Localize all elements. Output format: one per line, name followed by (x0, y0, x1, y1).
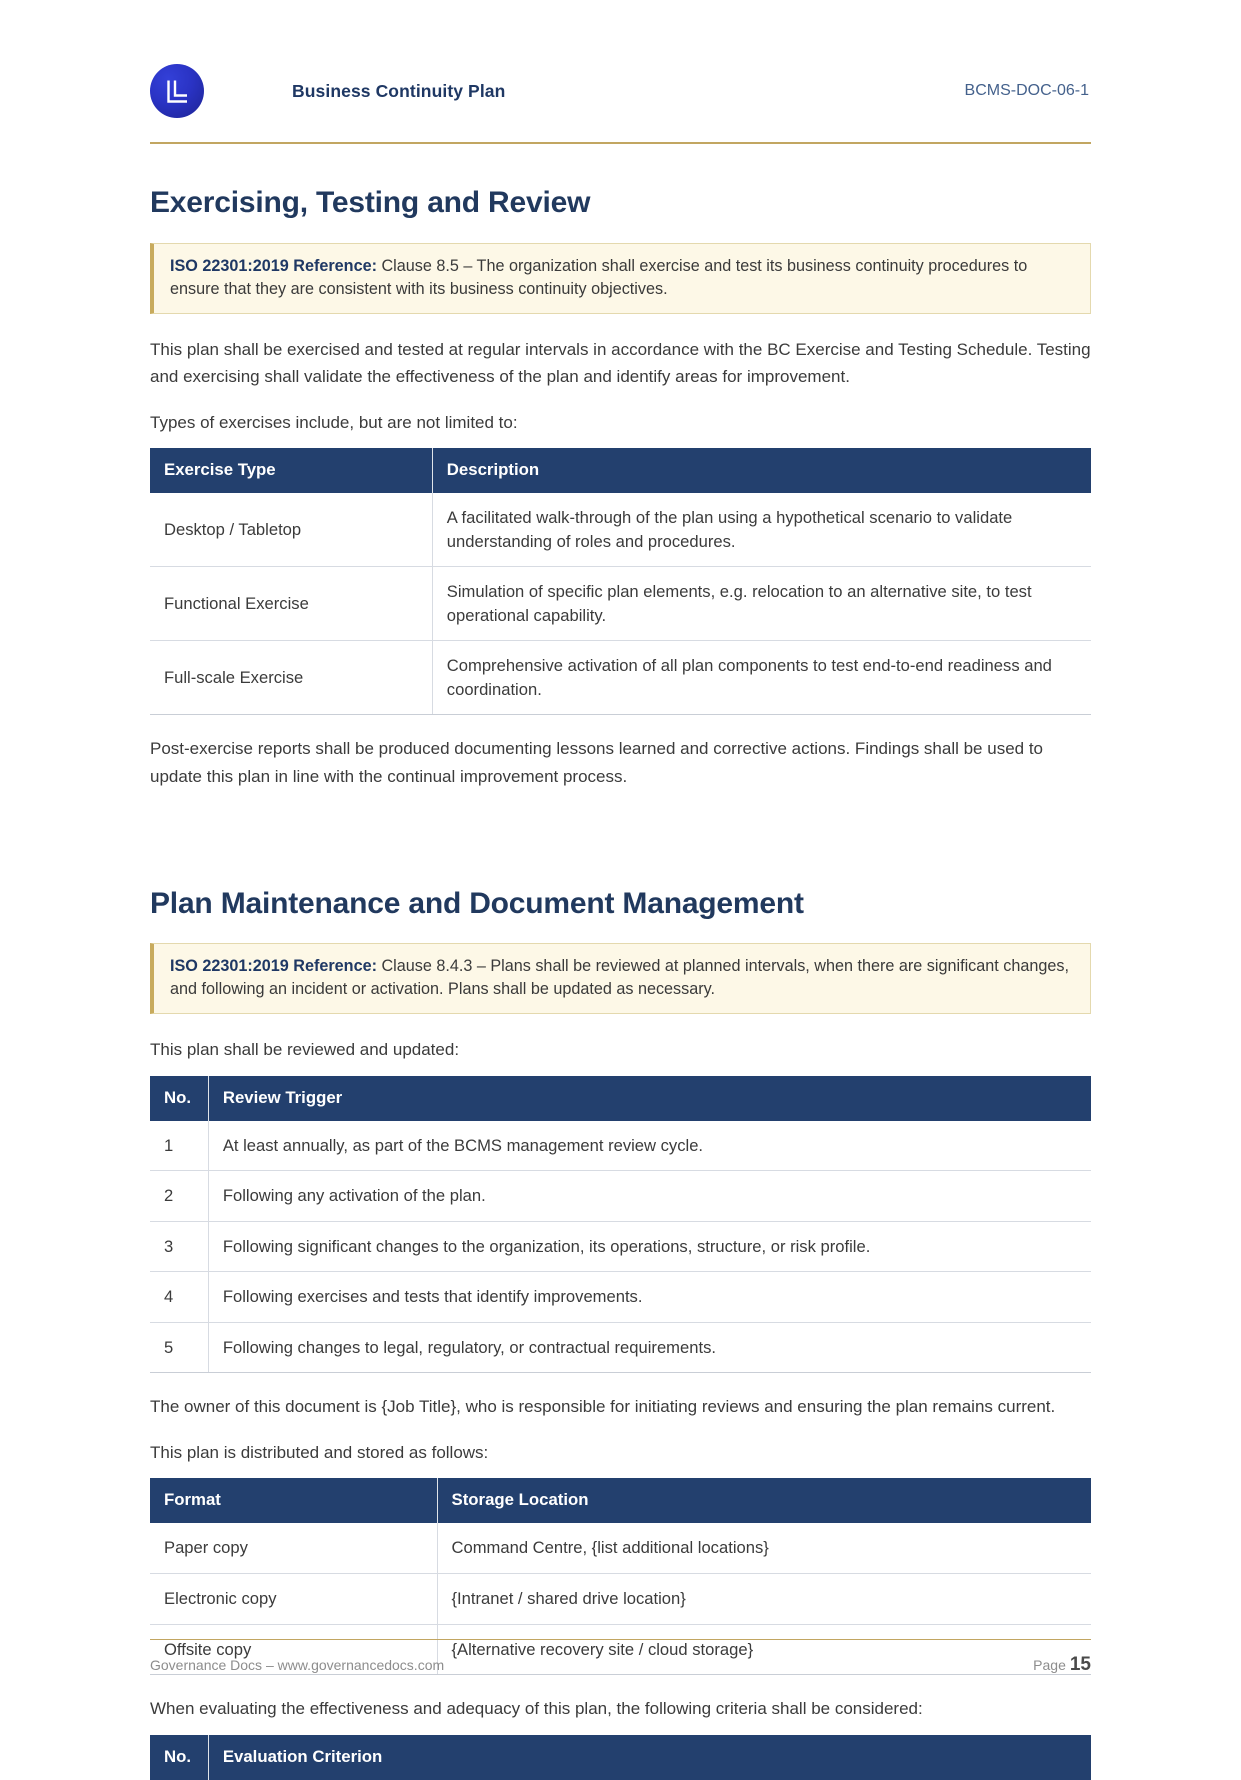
paragraph-exercise-types-lead: Types of exercises include, but are not limited to: (150, 412, 518, 432)
iso-reference-box-2 (150, 943, 1091, 1014)
table-header-row (150, 1478, 1091, 1523)
page-header (150, 52, 1091, 144)
cell-format: Offsite copy (150, 1624, 437, 1675)
cell-no: 4 (150, 1272, 208, 1323)
cell-review-trigger: Following exercises and tests that identify improvements. (208, 1272, 1091, 1323)
paragraph-post-exercise: Post-exercise reports shall be produced documenting lessons learned and corrective actions. Findings shall be used to update this plan in line with the continual improvement process. (150, 739, 1043, 786)
section-heading-plan-maintenance: Plan Maintenance and Document Management (150, 886, 804, 920)
header-document-id: BCMS-DOC-06-1 (964, 82, 1089, 99)
column-header-evaluation-criterion: Evaluation Criterion (208, 1735, 1091, 1780)
cell-storage-location: {Intranet / shared drive location} (437, 1573, 1091, 1624)
table-row (150, 567, 1091, 641)
cell-storage-location: Command Centre, {list additional locations} (437, 1523, 1091, 1573)
header-row (150, 52, 1091, 130)
column-header-format: Format (150, 1478, 437, 1523)
nested-l-logo-icon (150, 64, 204, 118)
paragraph-exercise-intro: This plan shall be exercised and tested at regular intervals in accordance with the BC Exercise and Testing Schedule. Testing and exercising shall validate the effectiveness of the plan and identify areas for improvement. (150, 339, 1091, 387)
iso-reference-text-1: Clause 8.5 – The organization shall exercise and test its business continuity procedures to ensure that they are consistent with its business continuity objectives. (170, 256, 1028, 298)
table-row (150, 1322, 1091, 1373)
footer-page-indicator (1033, 1654, 1091, 1676)
cell-format: Electronic copy (150, 1573, 437, 1624)
document-content (150, 172, 1091, 1780)
paragraph-distribution-lead: This plan is distributed and stored as follows: (150, 1442, 489, 1462)
cell-exercise-type: Full-scale Exercise (150, 641, 432, 715)
iso-reference-text-2: Clause 8.4.3 – Plans shall be reviewed at planned intervals, when there are significant changes, and following an incident or activation. Plans shall be updated as necessary. (170, 957, 1069, 999)
column-header-no: No. (150, 1076, 208, 1121)
paragraph-review-lead: This plan shall be reviewed and updated: (150, 1040, 460, 1060)
table-row (150, 641, 1091, 715)
table-row (150, 493, 1091, 567)
page-footer (150, 1639, 1091, 1676)
cell-description: A facilitated walk-through of the plan using a hypothetical scenario to validate understanding of roles and procedures. (432, 493, 1091, 567)
footer-page-label: Page (1033, 1657, 1066, 1673)
exercise-type-table (150, 448, 1091, 715)
cell-review-trigger: Following changes to legal, regulatory, or contractual requirements. (208, 1322, 1091, 1373)
paragraph-evaluation-lead: When evaluating the effectiveness and adequacy of this plan, the following criteria shall be considered: (150, 1699, 923, 1719)
iso-reference-label-1: ISO 22301:2019 Reference: (170, 256, 377, 275)
cell-format: Paper copy (150, 1523, 437, 1573)
table-row (150, 1221, 1091, 1272)
column-header-exercise-type: Exercise Type (150, 448, 432, 493)
table-row (150, 1573, 1091, 1624)
section-heading-exercising: Exercising, Testing and Review (150, 186, 591, 219)
header-document-title: Business Continuity Plan (292, 80, 506, 101)
cell-description: Comprehensive activation of all plan components to test end-to-end readiness and coordination. (432, 641, 1091, 715)
review-trigger-table (150, 1076, 1091, 1374)
footer-organisation: Governance Docs – www.governancedocs.com (150, 1657, 445, 1673)
iso-reference-label-2: ISO 22301:2019 Reference: (170, 957, 377, 976)
cell-storage-location: {Alternative recovery site / cloud storage} (437, 1624, 1091, 1675)
column-header-description: Description (432, 448, 1091, 493)
cell-no: 3 (150, 1221, 208, 1272)
evaluation-criterion-table (150, 1735, 1091, 1780)
table-header-row (150, 1076, 1091, 1121)
table-row (150, 1121, 1091, 1171)
table-row (150, 1272, 1091, 1323)
cell-exercise-type: Functional Exercise (150, 567, 432, 641)
cell-no: 5 (150, 1322, 208, 1373)
footer-page-number: 15 (1069, 1654, 1091, 1675)
column-header-storage-location: Storage Location (437, 1478, 1091, 1523)
cell-review-trigger: At least annually, as part of the BCMS management review cycle. (208, 1121, 1091, 1171)
column-header-review-trigger: Review Trigger (208, 1076, 1091, 1121)
cell-exercise-type: Desktop / Tabletop (150, 493, 432, 567)
column-header-no: No. (150, 1735, 208, 1780)
cell-review-trigger: Following significant changes to the organization, its operations, structure, or risk profile. (208, 1221, 1091, 1272)
paragraph-document-owner: The owner of this document is {Job Title}, who is responsible for initiating reviews and ensuring the plan remains current. (150, 1397, 1056, 1417)
table-row (150, 1523, 1091, 1573)
cell-review-trigger: Following any activation of the plan. (208, 1171, 1091, 1222)
table-header-row (150, 1735, 1091, 1780)
table-header-row (150, 448, 1091, 493)
cell-no: 2 (150, 1171, 208, 1222)
iso-reference-box-1 (150, 243, 1091, 314)
cell-no: 1 (150, 1121, 208, 1171)
cell-description: Simulation of specific plan elements, e.g. relocation to an alternative site, to test operational capability. (432, 567, 1091, 641)
table-row (150, 1171, 1091, 1222)
